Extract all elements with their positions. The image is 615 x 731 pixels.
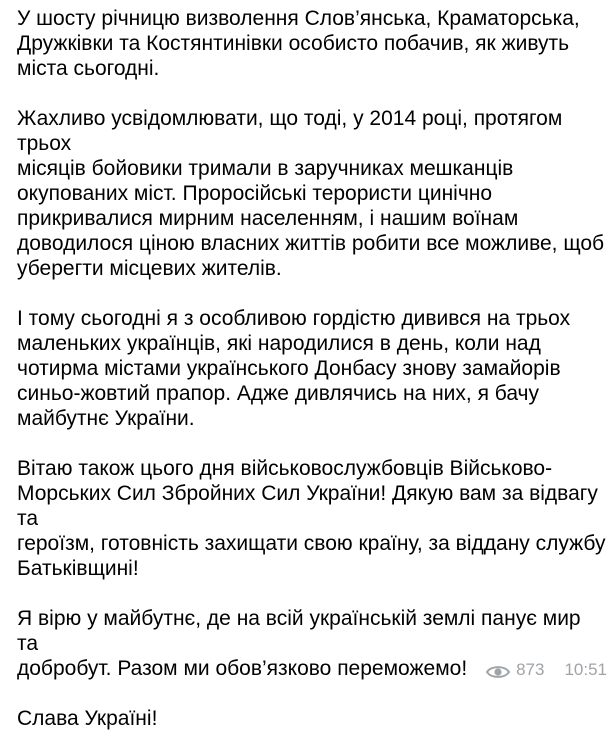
message-paragraph-4: Вітаю також цього дня військовослужбовців Військово- Морських Сил Збройних Сил України! Дякую вам за відвагу та героїзм, готовність захищати свою країну, за віддану службу Батьківщині! — [17, 457, 606, 580]
message-paragraph-6: Слава Україні! — [17, 707, 158, 730]
message-paragraph-1: У шосту річницю визволення Слов’янська, Краматорська, Дружківки та Костянтинівки особисто побачив, як живуть міста сьогодні. — [17, 7, 580, 80]
views-count: 873 — [516, 660, 545, 679]
message-meta — [486, 657, 607, 682]
message-time: 10:51 — [564, 660, 607, 679]
message-paragraph-3: І тому сьогодні я з особливою гордістю дивився на трьох маленьких українців, які народилися в день, коли над чотирма містами українського Донбасу знову замайорів синьо-жовтий прапор. Адже дивлячись на них, я бачу майбутнє України. — [17, 307, 571, 430]
message-paragraph-2: Жахливо усвідомлювати, що тоді, у 2014 році, протягом трьох місяців бойовики тримали в заручниках мешканців окупованих міст. Проросійські терористи цинічно прикривалися мирним населенням, і нашим воїнам доводилося ціною власних життів робити все можливе, щоб уберегти місцевих жителів. — [17, 107, 605, 280]
message-paragraph-5: Я вірю у майбутнє, де на всій українській землі панує мир та добробут. Разом ми обов’язково переможемо! — [17, 607, 581, 680]
eye-icon — [486, 662, 510, 678]
